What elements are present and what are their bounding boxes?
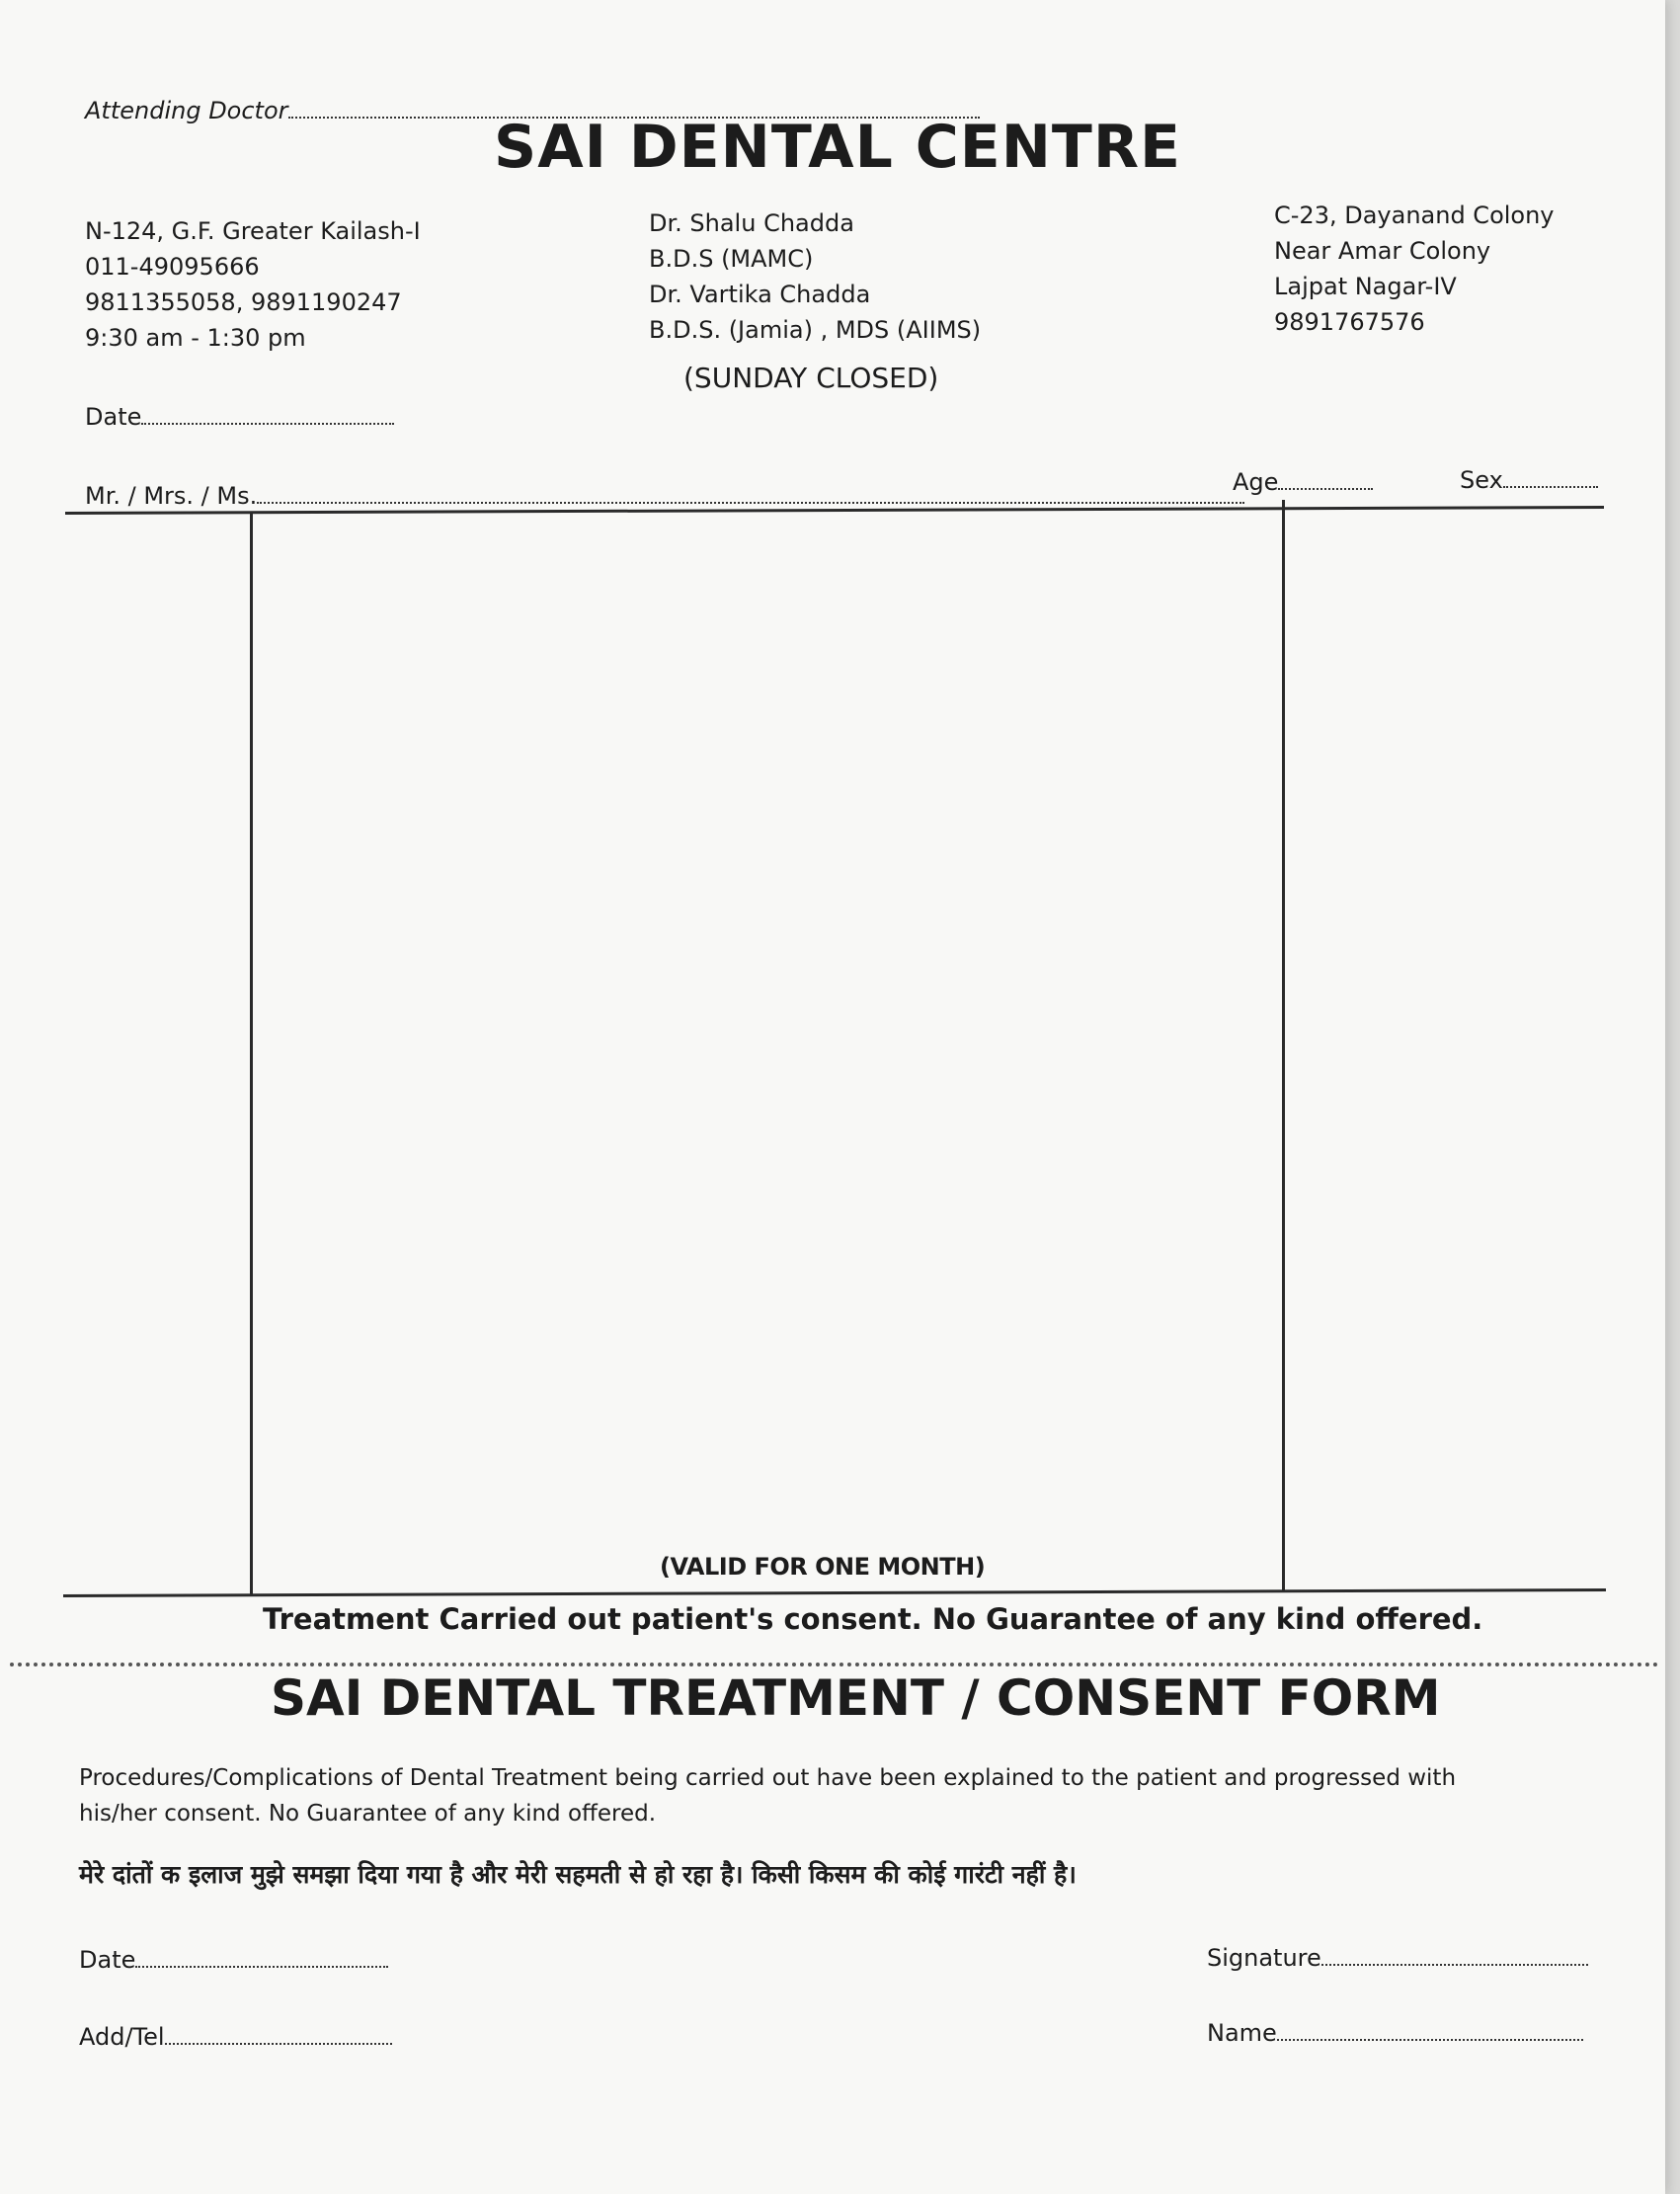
date-label: Date: [85, 403, 142, 431]
consent-hindi-text: मेरे दांतों क इलाज मुझे समझा दिया गया है और मेरी सहमती से हो रहा है। किसी किसम की कोई गारंटी नहीं है।: [79, 1860, 1077, 1889]
treatment-disclaimer: Treatment Carried out patient's consent. No Guarantee of any kind offered.: [263, 1602, 1483, 1636]
date-field: [85, 399, 394, 435]
consent-name-blank[interactable]: [1277, 2029, 1583, 2041]
consent-date-blank[interactable]: [135, 1956, 388, 1968]
doctor-line: B.D.S. (Jamia) , MDS (AIIMS): [649, 316, 982, 344]
left-address-line: 9:30 am - 1:30 pm: [85, 324, 306, 352]
left-column-rule: [250, 512, 253, 1596]
consent-name-label: Name: [1207, 2019, 1277, 2047]
right-address-line: Lajpat Nagar-IV: [1274, 273, 1457, 300]
consent-name-field: [1207, 2015, 1583, 2051]
signature-label: Signature: [1207, 1944, 1321, 1972]
right-address: [1274, 198, 1555, 340]
right-address-line: 9891767576: [1274, 308, 1425, 336]
sex-blank[interactable]: [1503, 476, 1598, 488]
consent-date-field: [79, 1942, 388, 1978]
consent-english-line-1: Procedures/Complications of Dental Treatment being carried out have been explained to the patient and progressed with: [79, 1765, 1457, 1791]
age-label: Age: [1233, 468, 1279, 496]
right-column-rule: [1282, 500, 1285, 1590]
doctor-line: Dr. Shalu Chadda: [649, 209, 854, 237]
consent-english-line-2: his/her consent. No Guarantee of any kind offered.: [79, 1801, 657, 1827]
left-address: [85, 213, 421, 356]
left-address-line: 011-49095666: [85, 253, 260, 281]
signature-blank[interactable]: [1321, 1954, 1588, 1966]
consent-date-label: Date: [79, 1946, 136, 1974]
sunday-closed-note: (SUNDAY CLOSED): [683, 362, 939, 394]
signature-field: [1207, 1940, 1588, 1976]
attending-doctor-label: Attending Doctor: [85, 97, 288, 124]
consent-address-field: [79, 2019, 392, 2055]
sex-label: Sex: [1460, 466, 1503, 494]
doctors-block: [649, 205, 981, 348]
patient-name-blank[interactable]: [257, 492, 1244, 504]
doctor-line: B.D.S (MAMC): [649, 245, 814, 273]
doctor-line: Dr. Vartika Chadda: [649, 281, 871, 308]
age-blank[interactable]: [1278, 478, 1373, 490]
consent-address-label: Add/Tel: [79, 2023, 165, 2051]
consent-title: SAI DENTAL TREATMENT / CONSENT FORM: [271, 1669, 1441, 1727]
perforation-line: [10, 1663, 1659, 1666]
right-address-line: Near Amar Colony: [1274, 237, 1491, 265]
sex-field: [1460, 462, 1598, 498]
validity-note: (VALID FOR ONE MONTH): [660, 1553, 986, 1581]
date-blank[interactable]: [141, 413, 394, 425]
right-address-line: C-23, Dayanand Colony: [1274, 202, 1555, 229]
consent-address-blank[interactable]: [165, 2033, 392, 2045]
patient-name-label: Mr. / Mrs. / Ms.: [85, 482, 258, 510]
left-address-line: N-124, G.F. Greater Kailash-I: [85, 217, 421, 245]
clinic-title: SAI DENTAL CENTRE: [494, 113, 1182, 182]
age-field: [1233, 464, 1373, 500]
left-address-line: 9811355058, 9891190247: [85, 288, 402, 316]
